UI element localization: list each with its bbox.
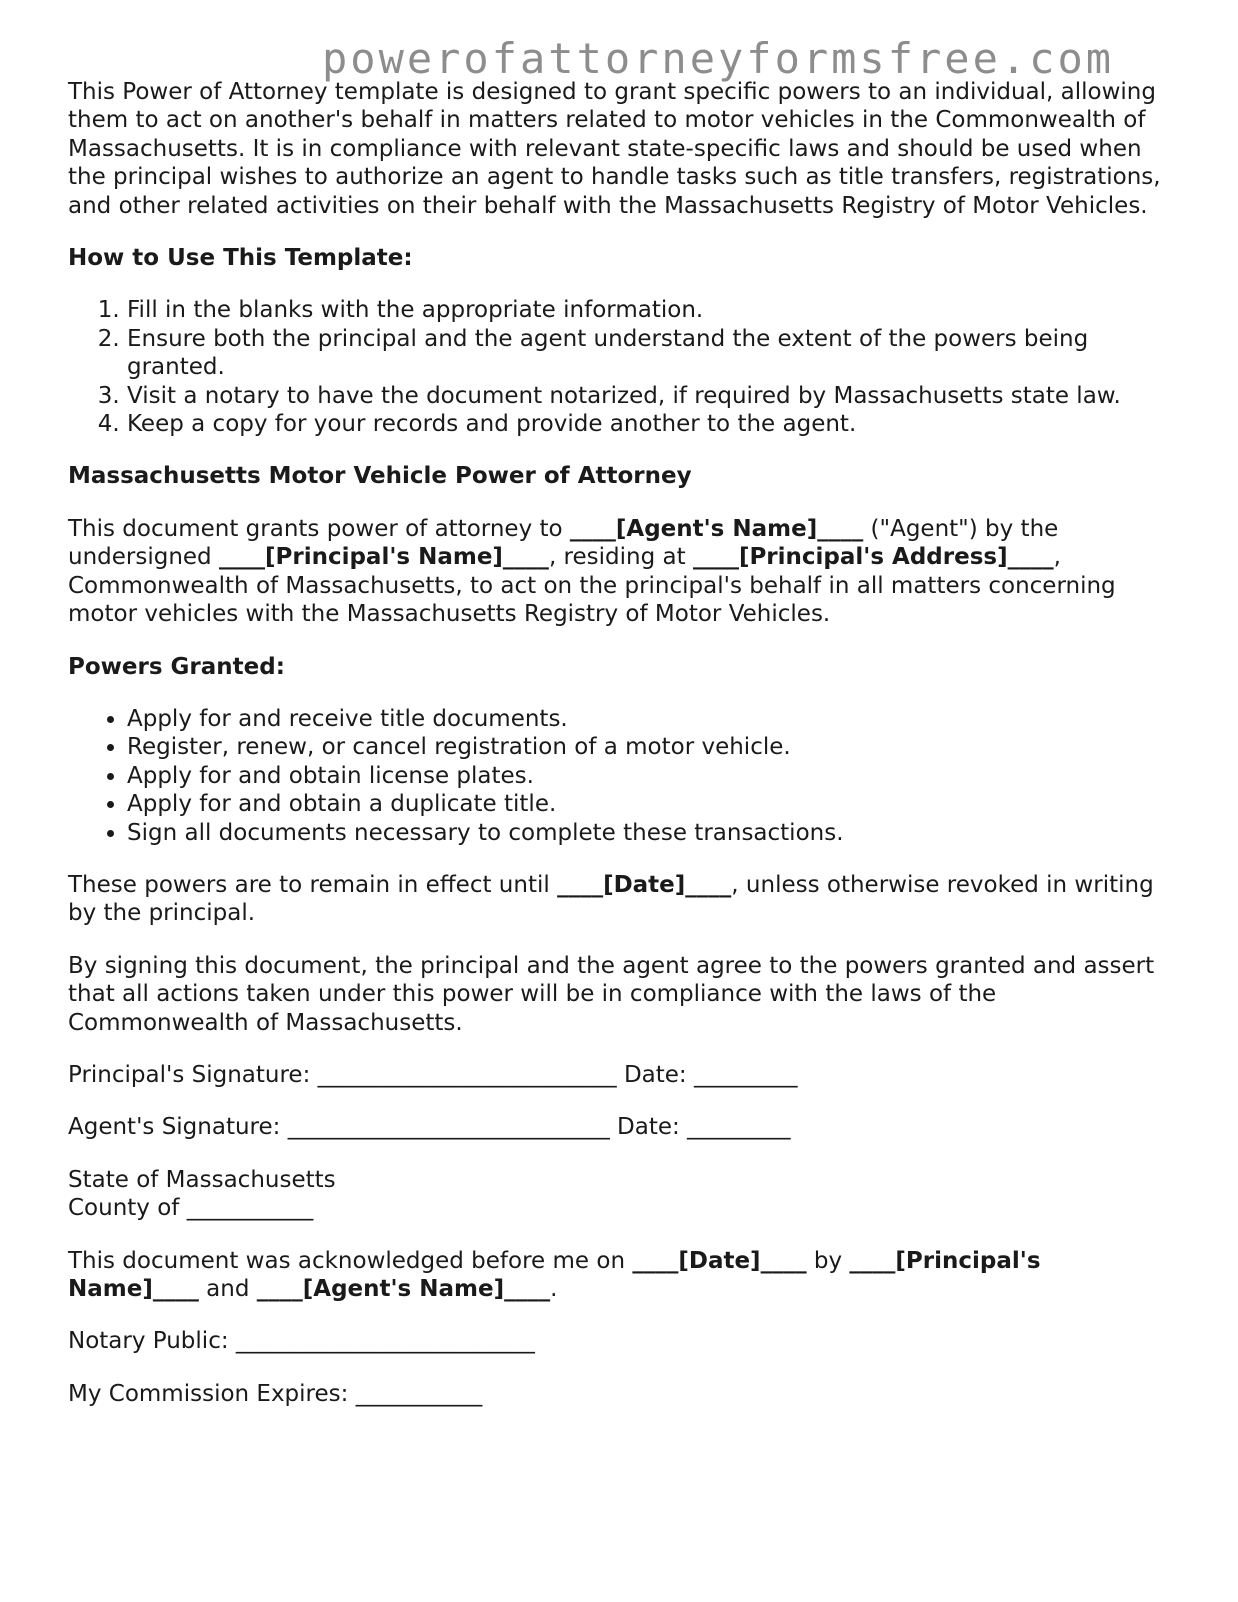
grant-paragraph [68,515,1178,629]
how-to-step: 2. Ensure both the principal and the agent understand the extent of the powers being granted. [127,325,1178,382]
notary-line: Notary Public: __________________________ [68,1328,535,1355]
ack-agent-blank: ____[Agent's Name]____ [256,1276,551,1302]
watermark: powerofattorneyformsfree.com [322,34,1115,83]
ack-text: by [806,1247,850,1274]
agent-name-blank: ____[Agent's Name]____ [569,515,864,542]
power-item: • Apply for and receive title documents. [127,705,1178,733]
grant-text: This document grants power of attorney to [68,515,570,542]
ack-text: . [550,1276,558,1302]
power-item: • Sign all documents necessary to complete these transactions. [127,819,1178,847]
agreement-paragraph: By signing this document, the principal and the agent agree to the powers granted and assert that all actions taken under this power will be in compliance with the laws of the Commonwealth of Massachusetts. [68,952,1155,1036]
effect-text: These powers are to remain in effect until [68,871,558,898]
commission-line: My Commission Expires: ___________ [68,1380,483,1407]
ack-principal-blank: ____[Principal's Name]____ [68,1247,1041,1302]
powers-list [68,705,1178,847]
principal-address-blank: ____[Principal's Address]____ [692,544,1054,571]
power-item: • Apply for and obtain a duplicate title. [127,790,1178,818]
principal-name-blank: ____[Principal's Name]____ [218,544,549,571]
principal-signature-line: Principal's Signature: __________________________ Date: _________ [68,1061,798,1088]
agent-signature-line: Agent's Signature: ____________________________ Date: _________ [68,1114,791,1141]
document-body [68,78,1178,1432]
how-to-heading: How to Use This Template: [68,245,413,272]
grant-text: , Commonwealth of Massachusetts, to act on the principal's behalf in all matters concerning motor vehicles with the Massachusetts Registry of Motor Vehicles. [68,544,1116,628]
how-to-steps [68,296,1178,438]
ack-text: This document was acknowledged before me on [68,1247,633,1274]
powers-heading: Powers Granted: [68,653,285,680]
effect-text: , unless otherwise revoked in writing by the principal. [68,871,1154,927]
acknowledgment-paragraph [68,1247,1178,1304]
power-item: • Apply for and obtain license plates. [127,762,1178,790]
how-to-step: 3. Visit a notary to have the document notarized, if required by Massachusetts state law. [127,382,1178,410]
power-item: • Register, renew, or cancel registration of a motor vehicle. [127,733,1178,761]
effect-paragraph [68,871,1178,928]
how-to-step: 4. Keep a copy for your records and provide another to the agent. [127,410,1178,438]
ack-text: and [198,1276,257,1302]
venue-block [68,1166,1178,1223]
effect-date-blank: ____[Date]____ [557,871,732,898]
county-line: County of ___________ [68,1195,314,1222]
state-line: State of Massachusetts [68,1166,336,1193]
how-to-step: 1. Fill in the blanks with the appropriate information. [127,296,1178,324]
grant-text: ("Agent") by the undersigned [68,515,1059,571]
intro-paragraph: This Power of Attorney template is designed to grant specific powers to an individual, allowing them to act on another's behalf in matters related to motor vehicles in the Commonwealth of Massachusetts. It is in compliance with relevant state-specific laws and should be used when the principal wishes to authorize an agent to handle tasks such as title transfers, registrations, and other related activities on their behalf with the Massachusetts Registry of Motor Vehicles. [68,79,1161,219]
grant-text: , residing at [548,544,693,571]
form-title: Massachusetts Motor Vehicle Power of Attorney [68,463,692,490]
ack-date-blank: ____[Date]____ [632,1247,807,1274]
